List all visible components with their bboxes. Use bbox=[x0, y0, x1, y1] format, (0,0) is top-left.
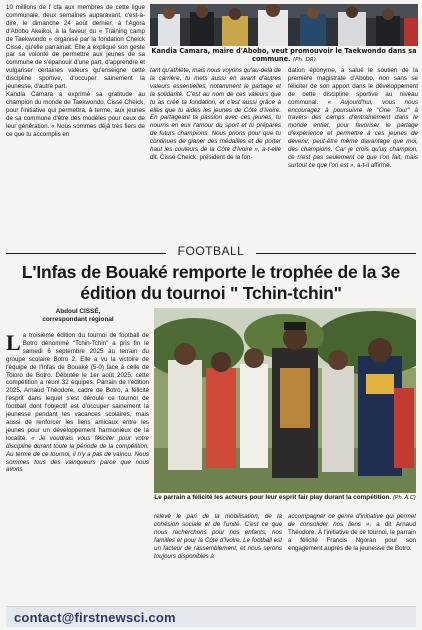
top-photo-caption bbox=[150, 47, 418, 65]
quote-text: « Je voudrais vous féliciter pour votre discipline durant toute la période de la compétition. Au terme de ce tournoi, il n'y a pas de vaincu. Nous sommes tous des vainqueurs parce que nous avons bbox=[6, 434, 149, 474]
quote-text: relevé le pari de la mobilisation, de la cohésion sociale et de l'unité. C'est ce que nous recherchons pour nos enfants, nos familles et pour la Côte d'Ivoire. Le football est un facteur de rassemblement, et nous serons toujours disponibles à bbox=[154, 513, 282, 560]
football-ceremony-photo bbox=[154, 308, 416, 493]
body-text: dation éponyme, a salué le soutien de la première magistrate d'Abobo, non sans se féliciter de son apport dans le développement de cette discipline sportive au niveau communal. bbox=[288, 67, 418, 106]
quote-text: « Aujourd'hui, vous nous encouragez à poursuivre le "One Tour" à travers des camps d'entraînement dans le monde entier, pour favoriser le partage d'expérience et permettre à ces jeunes de devenir, peut-être même davantage que moi, des champions. Car je crois qu'un champion, ce n'est pas seulement ce que l'on fait, mais surtout ce que l'on est », bbox=[288, 98, 418, 169]
lower-article-right-column bbox=[288, 513, 416, 605]
article-headline: L'Infas de Bouaké remporte le trophée de la 3e édition du tournoi " Tchin-tchin" bbox=[21, 262, 401, 303]
body-text: a troisième édition du tournoi de football de Botro dénommé "Tchin-Tchin" a pris fin le samedi 6 septembre 2025 au terrain du groupe scolaire Botro 2. Elle a vu la victoire de l'équipe de l'Infas de Bouaké (5-0) face à celle de Toloro de Botro. Débutée le 1er août 2025, cette compétition a réuni 32 équipes. Parrain de l'édition 2025, Arnaud Théodore, cadre de Botro, a félicité l'esprit dans lequel s'est déroulé ce tournoi de football dont l'objectif est d'occuper sainement la jeunesse pendant les vacances scolaires, mais aussi de renforcer les liens amicaux entre les jeunes pour un développement harmonieux de la localité. bbox=[6, 332, 149, 442]
section-rubric bbox=[0, 244, 422, 260]
contact-email[interactable]: contact@firstnewsci.com bbox=[14, 610, 176, 625]
photo-credit: (Ph. A.C) bbox=[392, 495, 416, 501]
caption-text: Kandia Camara, maire d'Abobo, veut promouvoir le Taekwondo dans sa commune. bbox=[151, 47, 417, 63]
lower-article-mid-column bbox=[154, 513, 282, 605]
rubric-rule-left bbox=[6, 253, 166, 254]
ceremony-photo-illustration bbox=[154, 308, 416, 493]
main-photo-caption bbox=[154, 494, 416, 502]
section-label: FOOTBALL bbox=[177, 244, 245, 258]
quote-text: accompagner ce genre d'initiative qui permet de consolider nos liens », bbox=[288, 513, 416, 528]
photo-credit: (Ph. DR) bbox=[292, 57, 316, 63]
taekwondo-photo bbox=[150, 4, 418, 46]
drop-cap: L bbox=[6, 332, 21, 355]
body-text: a-t-il affirmé. bbox=[356, 161, 392, 169]
quote-text: tant qu'athlète, mais nous voyons qu'au-delà de la carrière, tu mets aussi en avant d'autres valeurs essentielles, notamment le partage et la solidarité. C'est au nom de ces valeurs que tu as créé ta fondation, et c'est aussi grâce à elles que tu aides les jeunes de Côte d'Ivoire. En partageant ta passion avec ces jeunes, tu nourris en eux l'amour du sport et tu prépares de futurs champions. Nous prions pour que tu continues de glaner des médailles et de porter haut les couleurs de la Côte d'Ivoire », a-t-elle dit. bbox=[150, 67, 281, 161]
caption-text: Le parrain a félicité les acteurs pour leur esprit fair play durant la compétition. bbox=[154, 494, 392, 501]
top-article-right-column bbox=[288, 67, 418, 243]
byline-role: correspondant régional bbox=[42, 316, 114, 323]
top-article-photo bbox=[150, 4, 418, 46]
body-text: Cissé Cheick, président de la fon- bbox=[160, 153, 253, 161]
top-article-paragraph: 10 millions de f cfa aux membres de cette ligue communale, deux semaines auparavant, c'est-à-dire, le dimanche 24 août dernier, à l'Agora d'Abobo Akeikoi, à la faveur du « Training camp de Taekwondo » organisé par la fondation Cheick Cissé, qu'elle parrainait. Elle a expliqué son geste par sa volonté de permettre aux jeunes de sa commune de s'épanouir d'une part, d'apprendre et vulgariser certaines valeurs qu'enseigne cette discipline sportive, d'occuper sainement la jeunesse, d'autre part. bbox=[6, 4, 145, 91]
rubric-rule-right bbox=[256, 253, 416, 254]
body-text: a dit Arnaud Théodore. À l'initiative de ce tournoi, le parrain a félicité Francis Ngoran pour son engagement auprès de la jeunesse de Botro. bbox=[288, 520, 416, 552]
top-article-paragraph: Kandia Camara a exprimé sa gratitude au champion du monde de Taekwondo, Cissé Cheick, pour l'initiative qui permettra, à terme, aux jeunes de sa commune d'être des modèles pour ceux de leur génération. « Nous sommes déjà très fiers de ce que tu accomplis en bbox=[6, 90, 145, 138]
top-article-mid-column bbox=[150, 67, 281, 243]
byline-author: Abdoul CISSÉ, bbox=[55, 308, 101, 315]
footer-bar bbox=[6, 606, 416, 627]
top-article-left-column bbox=[6, 4, 145, 240]
byline bbox=[6, 308, 150, 324]
lower-article-left-column bbox=[6, 332, 149, 602]
